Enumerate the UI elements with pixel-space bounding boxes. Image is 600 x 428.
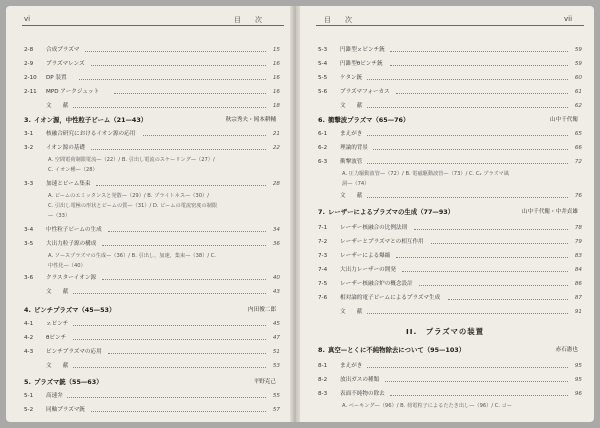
toc-author: 赤石憲也 — [555, 347, 578, 353]
toc-leader-dots — [367, 135, 568, 136]
toc-page-number: 51 — [272, 349, 280, 355]
toc-leader-dots — [73, 367, 266, 368]
toc-title: 文 献 — [340, 193, 363, 199]
toc-title: 円錐型θピンチ銃 — [340, 61, 383, 67]
toc-page-number: 60 — [574, 75, 582, 81]
toc-entry — [318, 360, 582, 372]
toc-title: レーザーによるプラズマの生成（77—93） — [328, 208, 455, 216]
toc-title: レーザー核融合炉の概念設計 — [340, 281, 413, 287]
toc-page-number: 21 — [272, 131, 280, 137]
left-page — [6, 6, 292, 422]
toc-number: 5-2 — [24, 407, 34, 413]
toc-title: プラズマ銃（55—63） — [34, 378, 103, 386]
toc-entry — [318, 222, 582, 234]
toc-entry — [24, 224, 280, 236]
toc-number: 8-2 — [318, 377, 328, 383]
toc-number: 8-3 — [318, 391, 328, 397]
toc-page-number: 83 — [574, 253, 582, 259]
toc-title: プラズマレンズ — [46, 61, 85, 67]
toc-number: 4. — [24, 306, 31, 314]
toc-leader-dots — [367, 107, 568, 108]
toc-title: ケタン銃 — [340, 75, 363, 81]
toc-page-number: 59 — [574, 61, 582, 67]
toc-title: —（33） — [48, 213, 71, 219]
toc-leader-dots — [143, 135, 266, 136]
toc-title: 理論的背景 — [340, 145, 368, 151]
toc-author: 秋宗秀夫・岡本耕輔 — [225, 117, 276, 123]
toc-page-number: 96 — [574, 391, 582, 397]
toc-page-number: 45 — [272, 321, 280, 327]
toc-entry — [318, 86, 582, 98]
toc-subentry — [24, 260, 280, 272]
toc-leader-dots — [367, 163, 568, 164]
toc-title: 文 献 — [340, 309, 363, 315]
toc-number: 5-1 — [24, 393, 34, 399]
toc-title: ピンチプラズマ（45—53） — [34, 306, 116, 314]
right-page-number: vii — [564, 15, 573, 23]
toc-title: 同軸プラズマ銃 — [46, 407, 85, 413]
toc-number: 7. — [318, 208, 325, 216]
toc-title: 表面不純物の除去 — [340, 391, 385, 397]
toc-title: まえがき — [340, 363, 363, 369]
toc-page-number: 72 — [574, 159, 582, 165]
toc-number: 3-5 — [24, 241, 34, 247]
toc-entry — [318, 100, 582, 112]
right-header-rule — [316, 25, 584, 26]
toc-number: 4-1 — [24, 321, 34, 327]
toc-chapter — [24, 376, 280, 388]
toc-chapter — [24, 304, 280, 316]
toc-number: 3-2 — [24, 145, 34, 151]
toc-leader-dots — [367, 313, 568, 314]
toc-leader-dots — [367, 79, 568, 80]
toc-number: 7-4 — [318, 267, 328, 273]
left-running-title: 目 次 — [234, 16, 262, 24]
toc-leader-dots — [367, 197, 568, 198]
toc-subentry — [24, 164, 280, 176]
toc-title: ピンチプラズマの応用 — [46, 349, 102, 355]
toc-title: レーザー核融合の比例法則 — [340, 225, 408, 231]
toc-number: 3-1 — [24, 131, 34, 137]
toc-entry — [24, 238, 280, 250]
toc-title: レーザーによる爆縮 — [340, 253, 391, 259]
toc-entry — [318, 292, 582, 304]
toc-leader-dots — [367, 367, 568, 368]
toc-leader-dots — [108, 353, 266, 354]
toc-subentry — [318, 178, 582, 190]
toc-number: 8-1 — [318, 363, 328, 369]
toc-leader-dots — [431, 243, 568, 244]
toc-page-number: 18 — [272, 103, 280, 109]
toc-page-number: 95 — [574, 363, 582, 369]
toc-leader-dots — [73, 339, 266, 340]
toc-entry — [318, 278, 582, 290]
toc-number: 3. — [24, 116, 31, 124]
toc-title: 円錐型ｚピンチ銃 — [340, 47, 385, 53]
toc-page-number: 15 — [272, 47, 280, 53]
toc-number: 3-6 — [24, 275, 34, 281]
toc-page-number: 65 — [574, 131, 582, 137]
toc-entry — [318, 190, 582, 202]
toc-page-number: 86 — [574, 281, 582, 287]
toc-title: 核融合研究におけるイオン源の応用 — [46, 131, 136, 137]
toc-page-number: 28 — [272, 181, 280, 187]
right-page — [300, 6, 594, 422]
toc-author: 山中千代衛 — [550, 117, 578, 123]
toc-number: 5-6 — [318, 89, 328, 95]
toc-number: 3-3 — [24, 181, 34, 187]
right-running-title: 目 次 — [324, 16, 352, 24]
toc-title: 文 献 — [340, 103, 363, 109]
toc-number: 7-2 — [318, 239, 328, 245]
toc-page-number: 36 — [272, 241, 280, 247]
toc-entry — [318, 156, 582, 168]
toc-leader-dots — [73, 293, 266, 294]
toc-leader-dots — [402, 271, 568, 272]
toc-title: まえがき — [340, 131, 363, 137]
toc-title: 文 献 — [46, 363, 69, 369]
toc-title: 衝撃波プラズマ（65—76） — [328, 116, 410, 124]
toc-page-number: 59 — [574, 47, 582, 53]
toc-title: A. ビームのエミッタンスと発散—（29）/ B. プライトネス—（30）/ — [48, 193, 209, 199]
toc-number: 2-9 — [24, 61, 34, 67]
toc-title: 放出ガスの種類 — [340, 377, 380, 383]
toc-page-number: 62 — [574, 103, 582, 109]
toc-leader-dots — [79, 79, 266, 80]
toc-title: 加速とビーム集束 — [46, 181, 91, 187]
toc-title: 洞—（74） — [342, 181, 370, 187]
toc-entry — [24, 332, 280, 344]
toc-page-number: 40 — [272, 275, 280, 281]
toc-leader-dots — [396, 93, 568, 94]
toc-page-number: 61 — [574, 89, 582, 95]
toc-title: クラスターイオン源 — [46, 275, 97, 281]
toc-entry — [318, 128, 582, 140]
toc-leader-dots — [73, 107, 266, 108]
toc-title: C. 引出し電極の形状とビームの質—（31）/ D. ビームの電流密度の制限 — [48, 203, 218, 209]
toc-chapter — [318, 344, 582, 356]
toc-author: 内田俊二郎 — [248, 307, 276, 313]
toc-leader-dots — [73, 325, 266, 326]
toc-leader-dots — [91, 65, 266, 66]
toc-page-number: 53 — [272, 363, 280, 369]
toc-title: 文 献 — [46, 289, 69, 295]
toc-entry — [24, 390, 280, 402]
toc-number: 7-5 — [318, 281, 328, 287]
toc-title: A. 圧力駆動波管—（72）/ B. 電磁駆動波管—（73）/ C. C₂ プラズマ風 — [342, 171, 509, 177]
toc-number: 8. — [318, 346, 325, 354]
toc-leader-dots — [414, 229, 568, 230]
toc-entry — [24, 346, 280, 358]
toc-leader-dots — [396, 257, 568, 258]
toc-number: 6. — [318, 116, 325, 124]
toc-title: レーザーとプラズマとの相互作用 — [340, 239, 424, 245]
toc-title: 衝撃波管 — [340, 159, 363, 165]
toc-title: 中性化—（40） — [48, 263, 86, 269]
toc-entry — [24, 404, 280, 416]
toc-page-number: 55 — [272, 393, 280, 399]
toc-leader-dots — [419, 285, 568, 286]
toc-entry — [24, 142, 280, 154]
toc-title: 文 献 — [46, 103, 69, 109]
left-header-rule — [22, 25, 284, 26]
toc-title: 合成プラズマ — [46, 47, 80, 53]
toc-page-number: 22 — [272, 145, 280, 151]
toc-number: 7-1 — [318, 225, 328, 231]
toc-title: 相対論的電子ビームによるプラズマ生成 — [340, 295, 441, 301]
toc-page-number: 84 — [574, 267, 582, 273]
toc-page-number: 57 — [272, 407, 280, 413]
toc-title: C. イオン種—（28） — [48, 167, 98, 173]
toc-page-number: 16 — [272, 89, 280, 95]
toc-page-number: 95 — [574, 377, 582, 383]
toc-entry — [318, 250, 582, 262]
toc-entry — [318, 142, 582, 154]
toc-leader-dots — [91, 149, 266, 150]
toc-page-number: 91 — [574, 309, 582, 315]
toc-leader-dots — [108, 231, 266, 232]
toc-leader-dots — [385, 381, 568, 382]
toc-number: 3-4 — [24, 227, 34, 233]
toc-title: プラズマフォーカス — [340, 89, 390, 95]
toc-leader-dots — [102, 279, 266, 280]
toc-title: イオン源，中性粒子ビーム（21—43） — [34, 116, 148, 124]
toc-entry — [24, 272, 280, 284]
toc-title: イオン源の基礎 — [46, 145, 85, 151]
toc-leader-dots — [67, 397, 266, 398]
toc-author: 山中千代衛・中井貞雄 — [522, 209, 578, 215]
toc-entry — [318, 388, 582, 400]
toc-number: 4-3 — [24, 349, 34, 355]
toc-author: 平野克己 — [253, 379, 276, 385]
toc-page-number: 79 — [574, 239, 582, 245]
toc-subentry — [318, 400, 582, 412]
toc-entry — [318, 58, 582, 70]
toc-number: 5. — [24, 378, 31, 386]
toc-entry — [318, 374, 582, 386]
toc-entry — [24, 128, 280, 140]
toc-title: θピンチ — [46, 335, 67, 341]
toc-number: 6-1 — [318, 131, 328, 137]
toc-page-number: 16 — [272, 61, 280, 67]
toc-number: 7-6 — [318, 295, 328, 301]
toc-page-number: 43 — [272, 289, 280, 295]
toc-title: 中性粒子ビームの生成 — [46, 227, 102, 233]
toc-page-number: 87 — [574, 295, 582, 301]
toc-entry — [24, 58, 280, 70]
toc-leader-dots — [96, 185, 266, 186]
toc-entry — [318, 72, 582, 84]
toc-entry — [24, 360, 280, 372]
toc-leader-dots — [390, 51, 568, 52]
toc-title: MPD アークジェット — [46, 89, 100, 95]
toc-number: 2-10 — [24, 75, 37, 81]
toc-entry — [318, 44, 582, 56]
toc-title: A. ソースプラズマの生成—（36）/ B. 引出し，加速，集束—（38）/ C. — [48, 253, 217, 259]
toc-leader-dots — [448, 299, 568, 300]
toc-number: 6-3 — [318, 159, 328, 165]
toc-title: DP 装置 — [46, 75, 67, 81]
toc-page-number: 47 — [272, 335, 280, 341]
part-title: II. プラズマの装置 — [406, 327, 485, 336]
toc-title: 真空—とくに不純物除去について（95—103） — [328, 346, 466, 354]
toc-leader-dots — [91, 411, 266, 412]
toc-number: 4-2 — [24, 335, 34, 341]
left-page-number: vi — [24, 15, 31, 23]
toc-leader-dots — [102, 245, 266, 246]
toc-title: A. ベーキング—（96）/ B. 荷電粒子によるたたき出し—（96）/ C. コー — [342, 403, 513, 409]
toc-entry — [318, 306, 582, 318]
toc-title: 大出力粒子源の構成 — [46, 241, 97, 247]
toc-page-number: 78 — [574, 225, 582, 231]
toc-leader-dots — [390, 65, 568, 66]
toc-entry — [318, 264, 582, 276]
toc-number: 5-3 — [318, 47, 328, 53]
toc-entry — [24, 72, 280, 84]
toc-number: 2-11 — [24, 89, 37, 95]
toc-title: A. 空間電荷制限電流—（22）/ B. 引出し電流のスケーリング—（27）/ — [48, 157, 215, 163]
toc-title: 高速弁 — [46, 393, 63, 399]
toc-number: 6-2 — [318, 145, 328, 151]
toc-title: ｚピンチ — [46, 321, 69, 327]
toc-number: 2-8 — [24, 47, 34, 53]
toc-entry — [318, 236, 582, 248]
toc-page-number: 66 — [574, 145, 582, 151]
toc-entry — [24, 86, 280, 98]
toc-entry — [24, 178, 280, 190]
toc-subentry — [24, 210, 280, 222]
toc-number: 5-4 — [318, 61, 328, 67]
toc-leader-dots — [373, 149, 568, 150]
toc-entry — [24, 318, 280, 330]
toc-chapter — [24, 114, 280, 126]
toc-page-number: 34 — [272, 227, 280, 233]
toc-chapter — [318, 114, 582, 126]
toc-title: 大出力レーザーの開発 — [340, 267, 396, 273]
toc-number: 5-5 — [318, 75, 328, 81]
toc-leader-dots — [114, 93, 266, 94]
toc-leader-dots — [85, 51, 266, 52]
toc-entry — [24, 44, 280, 56]
toc-page-number: 76 — [574, 193, 582, 199]
toc-number: 7-3 — [318, 253, 328, 259]
toc-leader-dots — [390, 395, 568, 396]
toc-entry — [24, 100, 280, 112]
toc-chapter — [318, 206, 582, 218]
toc-entry — [24, 286, 280, 298]
toc-page-number: 16 — [272, 75, 280, 81]
